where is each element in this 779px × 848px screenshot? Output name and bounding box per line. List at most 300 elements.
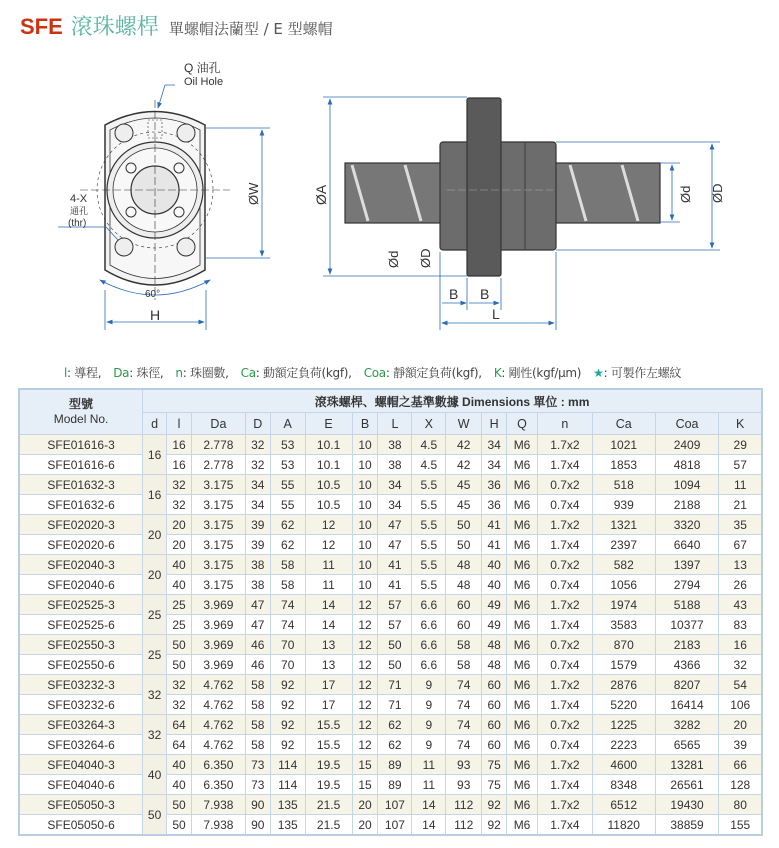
cell-h: 36 [482, 475, 507, 495]
column-header-h: H [482, 413, 507, 435]
cell-ca: 8348 [592, 775, 655, 795]
cell-model: SFE01632-3 [19, 475, 143, 495]
cell-a: 53 [270, 435, 305, 455]
table-row [19, 555, 762, 575]
cell-l: 64 [167, 735, 192, 755]
cell-l: 38 [378, 455, 412, 475]
cell-d: 50 [143, 795, 167, 836]
cell-w: 42 [446, 435, 482, 455]
cell-k: 32 [719, 655, 762, 675]
cell-w: 60 [446, 615, 482, 635]
cell-n: 1.7x2 [537, 595, 592, 615]
dim-d-large-right-label: ØD [710, 183, 725, 203]
cell-h: 48 [482, 635, 507, 655]
cell-l: 32 [167, 475, 192, 495]
cell-h: 75 [482, 755, 507, 775]
dim-d-small-left-label: Ød [386, 250, 401, 268]
cell-a: 92 [270, 735, 305, 755]
table-row [19, 775, 762, 795]
cell-model: SFE04040-3 [19, 755, 143, 775]
cell-model: SFE03232-6 [19, 695, 143, 715]
cell-w: 60 [446, 595, 482, 615]
cell-l: 47 [378, 515, 412, 535]
cell-l: 71 [378, 695, 412, 715]
cell-n: 1.7x4 [537, 775, 592, 795]
cell-l: 62 [378, 735, 412, 755]
dim-h-label: H [150, 307, 161, 323]
cell-model: SFE02525-3 [19, 595, 143, 615]
cell-x: 11 [412, 755, 446, 775]
legend-item [494, 366, 581, 380]
cell-x: 4.5 [412, 435, 446, 455]
table-row [19, 675, 762, 695]
cell-q: M6 [507, 755, 538, 775]
cell-d: 58 [245, 675, 270, 695]
legend-key: Ca [240, 366, 256, 380]
cell-x: 5.5 [412, 555, 446, 575]
cell-coa: 10377 [655, 615, 719, 635]
cell-q: M6 [507, 715, 538, 735]
cell-k: 83 [719, 615, 762, 635]
cell-w: 74 [446, 715, 482, 735]
cell-x: 6.6 [412, 595, 446, 615]
cell-w: 74 [446, 695, 482, 715]
cell-x: 9 [412, 735, 446, 755]
cell-n: 0.7x2 [537, 475, 592, 495]
cell-e: 14 [305, 595, 352, 615]
cell-q: M6 [507, 475, 538, 495]
cell-l: 57 [378, 615, 412, 635]
cell-q: M6 [507, 435, 538, 455]
cell-d: 16 [143, 475, 167, 515]
cell-k: 35 [719, 515, 762, 535]
cell-ca: 1021 [592, 435, 655, 455]
table-row [19, 815, 762, 836]
cell-k: 13 [719, 555, 762, 575]
cell-d: 25 [143, 635, 167, 675]
cell-d: 34 [245, 495, 270, 515]
cell-n: 1.7x2 [537, 515, 592, 535]
cell-model: SFE03264-6 [19, 735, 143, 755]
cell-a: 74 [270, 595, 305, 615]
cell-q: M6 [507, 675, 538, 695]
table-row [19, 795, 762, 815]
cell-n: 0.7x2 [537, 635, 592, 655]
legend-key: n [175, 366, 183, 380]
product-title: 滾珠螺桿 [70, 15, 159, 40]
cell-model: SFE04040-6 [19, 775, 143, 795]
thru-hole-cn-label: 通孔 [70, 206, 89, 216]
cell-h: 34 [482, 455, 507, 475]
column-header-l: L [378, 413, 412, 435]
legend-text: : 導程, [67, 366, 102, 380]
cell-e: 11 [305, 555, 352, 575]
cell-n: 0.7x4 [537, 575, 592, 595]
cell-model: SFE02040-3 [19, 555, 143, 575]
nut-front-view [80, 100, 230, 300]
legend-item [593, 366, 681, 380]
cell-da: 3.175 [191, 575, 245, 595]
cell-model: SFE02550-3 [19, 635, 143, 655]
cell-coa: 5188 [655, 595, 719, 615]
legend-key: l [64, 366, 68, 380]
cell-l: 64 [167, 715, 192, 735]
cell-a: 70 [270, 635, 305, 655]
oil-hole-label: Oil Hole [184, 76, 224, 88]
cell-q: M6 [507, 635, 538, 655]
cell-d: 34 [245, 475, 270, 495]
cell-q: M6 [507, 535, 538, 555]
cell-a: 135 [270, 815, 305, 836]
column-header-a: A [270, 413, 305, 435]
cell-n: 0.7x4 [537, 655, 592, 675]
cell-model: SFE01616-6 [19, 455, 143, 475]
cell-d: 25 [143, 595, 167, 635]
cell-h: 60 [482, 715, 507, 735]
cell-e: 12 [305, 515, 352, 535]
cell-x: 5.5 [412, 575, 446, 595]
table-row [19, 735, 762, 755]
cell-d: 47 [245, 615, 270, 635]
column-header-l: l [167, 413, 192, 435]
cell-d: 39 [245, 515, 270, 535]
cell-n: 1.7x4 [537, 695, 592, 715]
table-row [19, 715, 762, 735]
cell-q: M6 [507, 515, 538, 535]
cell-x: 6.6 [412, 635, 446, 655]
cell-h: 92 [482, 815, 507, 836]
table-row [19, 595, 762, 615]
cell-h: 36 [482, 495, 507, 515]
cell-da: 2.778 [191, 455, 245, 475]
cell-e: 19.5 [305, 775, 352, 795]
technical-drawing [0, 50, 779, 350]
cell-x: 5.5 [412, 515, 446, 535]
cell-h: 40 [482, 575, 507, 595]
cell-coa: 1397 [655, 555, 719, 575]
cell-e: 15.5 [305, 735, 352, 755]
cell-k: 21 [719, 495, 762, 515]
cell-da: 3.175 [191, 475, 245, 495]
cell-h: 40 [482, 555, 507, 575]
cell-d: 39 [245, 535, 270, 555]
cell-q: M6 [507, 695, 538, 715]
dim-d-small-right-label: Ød [678, 185, 693, 203]
cell-q: M6 [507, 735, 538, 755]
cell-w: 48 [446, 575, 482, 595]
cell-coa: 26561 [655, 775, 719, 795]
cell-e: 10.1 [305, 435, 352, 455]
cell-coa: 6565 [655, 735, 719, 755]
cell-model: SFE05050-6 [19, 815, 143, 836]
table-row [19, 435, 762, 455]
cell-b: 20 [352, 815, 378, 836]
cell-a: 58 [270, 555, 305, 575]
cell-model: SFE03264-3 [19, 715, 143, 735]
cell-n: 1.7x2 [537, 675, 592, 695]
cell-w: 58 [446, 655, 482, 675]
legend-item [64, 366, 101, 380]
cell-q: M6 [507, 495, 538, 515]
table-row [19, 495, 762, 515]
cell-ca: 1056 [592, 575, 655, 595]
cell-w: 50 [446, 535, 482, 555]
cell-coa: 16414 [655, 695, 719, 715]
cell-l: 71 [378, 675, 412, 695]
cell-e: 17 [305, 675, 352, 695]
legend-text: : 靜額定負荷(kgf), [385, 366, 482, 380]
legend-item [241, 366, 352, 380]
cell-b: 10 [352, 555, 378, 575]
cell-k: 106 [719, 695, 762, 715]
cell-l: 38 [378, 435, 412, 455]
cell-da: 6.350 [191, 755, 245, 775]
page-title [20, 10, 333, 40]
cell-w: 112 [446, 815, 482, 836]
cell-k: 29 [719, 435, 762, 455]
cell-ca: 2223 [592, 735, 655, 755]
cell-w: 42 [446, 455, 482, 475]
column-header-d: D [245, 413, 270, 435]
cell-h: 92 [482, 795, 507, 815]
cell-d: 32 [143, 675, 167, 715]
cell-da: 3.969 [191, 655, 245, 675]
cell-x: 5.5 [412, 475, 446, 495]
column-header-e: E [305, 413, 352, 435]
cell-model: SFE01616-3 [19, 435, 143, 455]
cell-e: 13 [305, 635, 352, 655]
cell-k: 43 [719, 595, 762, 615]
cell-a: 114 [270, 775, 305, 795]
cell-da: 4.762 [191, 715, 245, 735]
cell-b: 10 [352, 455, 378, 475]
cell-x: 6.6 [412, 615, 446, 635]
angle-label: 60° [145, 289, 161, 300]
cell-d: 58 [245, 715, 270, 735]
cell-da: 3.175 [191, 555, 245, 575]
cell-ca: 870 [592, 635, 655, 655]
cell-n: 0.7x2 [537, 715, 592, 735]
cell-ca: 1225 [592, 715, 655, 735]
cell-ca: 6512 [592, 795, 655, 815]
column-header-k: K [719, 413, 762, 435]
cell-l: 20 [167, 515, 192, 535]
cell-d: 40 [143, 755, 167, 795]
cell-coa: 8207 [655, 675, 719, 695]
table-row [19, 755, 762, 775]
cell-x: 9 [412, 695, 446, 715]
cell-l: 40 [167, 555, 192, 575]
column-header-q: Q [507, 413, 538, 435]
cell-e: 15.5 [305, 715, 352, 735]
table-row [19, 695, 762, 715]
cell-k: 20 [719, 715, 762, 735]
cell-h: 49 [482, 595, 507, 615]
cell-b: 10 [352, 495, 378, 515]
legend-key: ★ [593, 366, 604, 380]
cell-h: 49 [482, 615, 507, 635]
cell-d: 46 [245, 655, 270, 675]
cell-coa: 13281 [655, 755, 719, 775]
cell-model: SFE03232-3 [19, 675, 143, 695]
cell-w: 112 [446, 795, 482, 815]
cell-b: 12 [352, 635, 378, 655]
legend [64, 364, 693, 381]
cell-w: 45 [446, 475, 482, 495]
cell-coa: 3282 [655, 715, 719, 735]
cell-d: 38 [245, 555, 270, 575]
cell-coa: 3320 [655, 515, 719, 535]
cell-w: 93 [446, 755, 482, 775]
cell-w: 45 [446, 495, 482, 515]
table-row [19, 535, 762, 555]
cell-k: 80 [719, 795, 762, 815]
cell-b: 10 [352, 435, 378, 455]
cell-k: 11 [719, 475, 762, 495]
cell-ca: 939 [592, 495, 655, 515]
cell-coa: 19430 [655, 795, 719, 815]
cell-da: 3.969 [191, 635, 245, 655]
cell-model: SFE02020-6 [19, 535, 143, 555]
cell-x: 9 [412, 715, 446, 735]
cell-coa: 2409 [655, 435, 719, 455]
cell-e: 14 [305, 615, 352, 635]
cell-e: 21.5 [305, 815, 352, 836]
cell-l: 32 [167, 675, 192, 695]
cell-h: 75 [482, 775, 507, 795]
cell-q: M6 [507, 555, 538, 575]
oil-hole-q-label: Q 油孔 [184, 61, 221, 75]
legend-text: : 珠圈數, [182, 366, 229, 380]
cell-da: 3.175 [191, 495, 245, 515]
model-header-cn: 型號 [69, 397, 94, 411]
cell-q: M6 [507, 775, 538, 795]
cell-k: 57 [719, 455, 762, 475]
cell-e: 13 [305, 655, 352, 675]
dim-b2-label: B [480, 286, 490, 302]
cell-x: 5.5 [412, 535, 446, 555]
cell-d: 46 [245, 635, 270, 655]
cell-d: 90 [245, 795, 270, 815]
nut-side-view [345, 98, 660, 276]
thru-hole-en-label: (thr) [68, 218, 87, 229]
cell-q: M6 [507, 815, 538, 836]
dim-b1-label: B [449, 286, 459, 302]
cell-l: 34 [378, 495, 412, 515]
cell-da: 4.762 [191, 735, 245, 755]
cell-d: 20 [143, 555, 167, 595]
cell-l: 50 [167, 655, 192, 675]
cell-q: M6 [507, 655, 538, 675]
cell-d: 47 [245, 595, 270, 615]
table-row [19, 615, 762, 635]
cell-e: 19.5 [305, 755, 352, 775]
cell-d: 73 [245, 775, 270, 795]
cell-h: 60 [482, 675, 507, 695]
cell-l: 50 [167, 635, 192, 655]
cell-l: 32 [167, 695, 192, 715]
cell-ca: 518 [592, 475, 655, 495]
cell-l: 47 [378, 535, 412, 555]
cell-da: 4.762 [191, 675, 245, 695]
cell-k: 155 [719, 815, 762, 836]
cell-a: 62 [270, 535, 305, 555]
cell-b: 10 [352, 535, 378, 555]
model-header-en: Model No. [53, 412, 109, 426]
cell-n: 1.7x4 [537, 535, 592, 555]
cell-w: 48 [446, 555, 482, 575]
column-header-n: n [537, 413, 592, 435]
legend-key: K [493, 366, 502, 380]
cell-model: SFE05050-3 [19, 795, 143, 815]
cell-b: 20 [352, 795, 378, 815]
cell-b: 12 [352, 675, 378, 695]
dimensions-table [18, 388, 763, 836]
cell-x: 4.5 [412, 455, 446, 475]
legend-text: : 珠徑, [129, 366, 164, 380]
dimensions-group-header: 滾珠螺桿、螺帽之基準數據 Dimensions 單位 : mm [143, 389, 762, 413]
cell-l: 89 [378, 755, 412, 775]
table-row [19, 575, 762, 595]
legend-text: : 動額定負荷(kgf), [255, 366, 352, 380]
cell-n: 1.7x2 [537, 755, 592, 775]
cell-d: 58 [245, 695, 270, 715]
cell-b: 12 [352, 655, 378, 675]
cell-h: 34 [482, 435, 507, 455]
cell-da: 4.762 [191, 695, 245, 715]
column-header-w: W [446, 413, 482, 435]
cell-e: 10.1 [305, 455, 352, 475]
cell-b: 12 [352, 735, 378, 755]
product-code: SFE [20, 14, 63, 39]
cell-da: 7.938 [191, 795, 245, 815]
cell-a: 92 [270, 715, 305, 735]
cell-e: 21.5 [305, 795, 352, 815]
cell-b: 10 [352, 475, 378, 495]
cell-model: SFE02040-6 [19, 575, 143, 595]
cell-a: 92 [270, 695, 305, 715]
cell-b: 10 [352, 515, 378, 535]
cell-l: 16 [167, 455, 192, 475]
cell-b: 10 [352, 575, 378, 595]
table-row [19, 455, 762, 475]
legend-key: Da [113, 366, 130, 380]
cell-b: 12 [352, 715, 378, 735]
cell-l: 25 [167, 595, 192, 615]
cell-e: 10.5 [305, 495, 352, 515]
cell-a: 114 [270, 755, 305, 775]
cell-k: 66 [719, 755, 762, 775]
cell-w: 74 [446, 675, 482, 695]
table-row [19, 515, 762, 535]
cell-w: 74 [446, 735, 482, 755]
cell-n: 0.7x2 [537, 555, 592, 575]
cell-q: M6 [507, 455, 538, 475]
cell-d: 90 [245, 815, 270, 836]
cell-d: 32 [245, 455, 270, 475]
cell-l: 40 [167, 755, 192, 775]
cell-d: 32 [245, 435, 270, 455]
cell-l: 57 [378, 595, 412, 615]
cell-b: 12 [352, 695, 378, 715]
cell-e: 10.5 [305, 475, 352, 495]
cell-da: 7.938 [191, 815, 245, 836]
cell-ca: 1853 [592, 455, 655, 475]
cell-q: M6 [507, 615, 538, 635]
cell-l: 41 [378, 575, 412, 595]
cell-x: 14 [412, 795, 446, 815]
column-header-d: d [143, 413, 167, 435]
